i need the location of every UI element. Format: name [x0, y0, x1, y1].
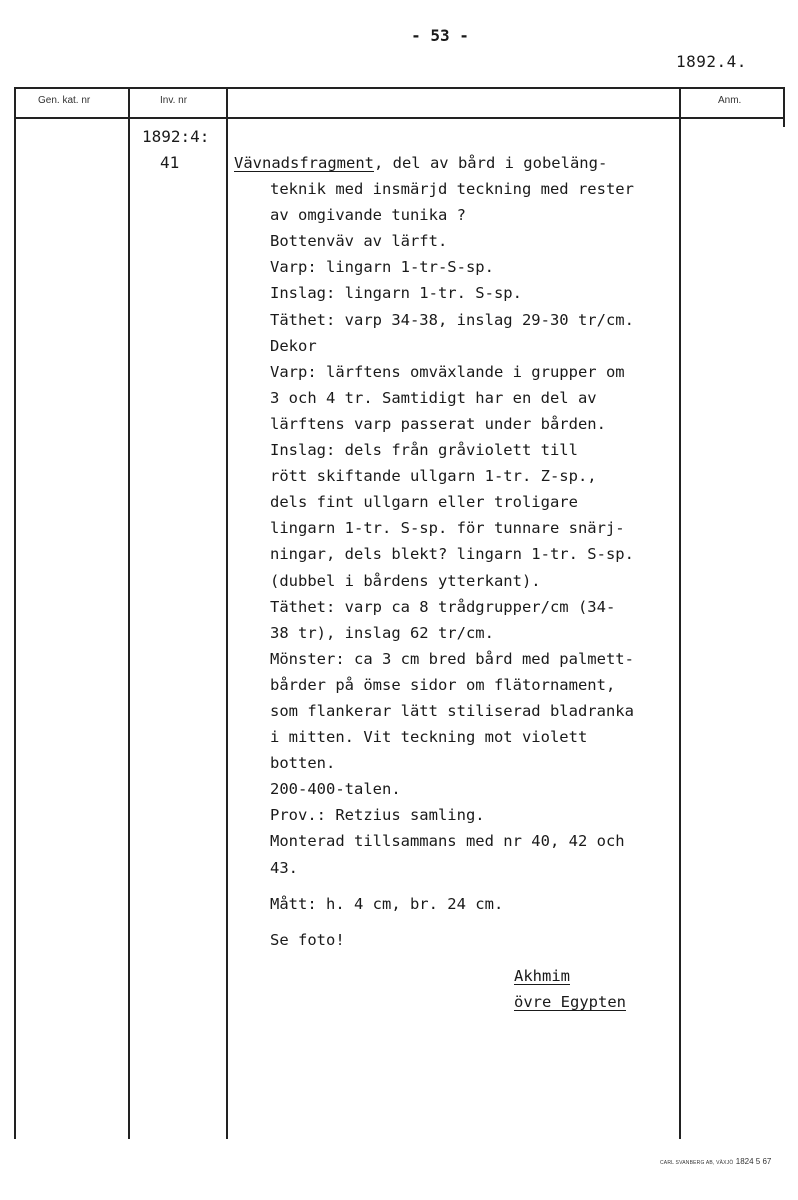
inventory-cell [142, 124, 209, 176]
header-inventory-number: 1892.4. [676, 52, 747, 71]
printer-footer [660, 1157, 771, 1166]
description-line: lärftens varp passerat under bården. [270, 414, 606, 433]
right-border [783, 87, 785, 127]
column-divider-gen-inv [128, 87, 130, 1139]
description-line: lingarn 1-tr. S-sp. för tunnare snärj- [270, 519, 625, 538]
spacer [234, 917, 680, 927]
description-title: Vävnadsfragment [234, 154, 374, 172]
description-line: dels fint ullgarn eller troligare [270, 493, 578, 512]
column-divider-inv-text [226, 87, 228, 1139]
column-header-inv: Inv. nr [160, 95, 188, 106]
description-line: Varp: lärftens omväxlande i grupper om [270, 362, 625, 381]
description-lines [234, 176, 680, 881]
page-number: - 53 - [411, 26, 469, 45]
description-line: Dekor [270, 336, 317, 355]
description-line: Täthet: varp ca 8 trådgrupper/cm (34- [270, 597, 616, 616]
description-line: Inslag: lingarn 1-tr. S-sp. [270, 284, 522, 303]
provenance-place: Akhmim [514, 966, 570, 985]
inventory-number: 41 [160, 153, 180, 172]
description-line: ningar, dels blekt? lingarn 1-tr. S-sp. [270, 545, 634, 564]
spacer [234, 881, 680, 891]
description-line: Monterad tillsammans med nr 40, 42 och [270, 832, 625, 851]
column-header-gen-kat: Gen. kat. nr [38, 95, 91, 106]
provenance-region: övre Egypten [514, 992, 626, 1011]
description-line: Prov.: Retzius samling. [270, 806, 485, 825]
description-block [234, 150, 680, 1015]
description-line: Bottenväv av lärft. [270, 232, 448, 251]
description-line: bårder på ömse sidor om flätornament, [270, 675, 616, 694]
printer-name: CARL SVANBERG AB, VÄXJÖ [660, 1160, 734, 1166]
description-line: (dubbel i bårdens ytterkant). [270, 571, 541, 590]
description-first-line-rest: , del av bård i gobeläng- [373, 154, 608, 172]
description-line: Mönster: ca 3 cm bred bård med palmett- [270, 649, 634, 668]
left-border [14, 87, 16, 1139]
column-header-anm: Anm. [718, 95, 742, 106]
description-line: i mitten. Vit teckning mot violett [270, 728, 588, 747]
description-line: botten. [270, 754, 336, 773]
description-line: 3 och 4 tr. Samtidigt har en del av [270, 388, 597, 407]
description-line: Inslag: dels från gråviolett till [270, 441, 578, 460]
table-top-rule [14, 87, 784, 89]
form-code: 1824 5 67 [735, 1157, 772, 1166]
provenance-region-line [234, 989, 680, 1015]
description-line: 38 tr), inslag 62 tr/cm. [270, 623, 494, 642]
description-line: teknik med insmärjd teckning med rester [270, 180, 634, 199]
table-header-rule [14, 117, 784, 119]
description-line: av omgivande tunika ? [270, 206, 466, 225]
description-line: 43. [270, 858, 298, 877]
description-first-line [234, 150, 680, 176]
measurements: Mått: h. 4 cm, br. 24 cm. [270, 894, 504, 913]
inventory-series: 1892:4: [142, 127, 210, 146]
provenance-place-line [234, 963, 680, 989]
photo-note: Se foto! [270, 930, 345, 949]
spacer [234, 953, 680, 963]
description-line: som flankerar lätt stiliserad bladranka [270, 701, 634, 720]
description-line: Varp: lingarn 1-tr-S-sp. [270, 258, 494, 277]
description-line: 200-400-talen. [270, 780, 401, 799]
description-line: Täthet: varp 34-38, inslag 29-30 tr/cm. [270, 310, 634, 329]
description-line: rött skiftande ullgarn 1-tr. Z-sp., [270, 467, 597, 486]
